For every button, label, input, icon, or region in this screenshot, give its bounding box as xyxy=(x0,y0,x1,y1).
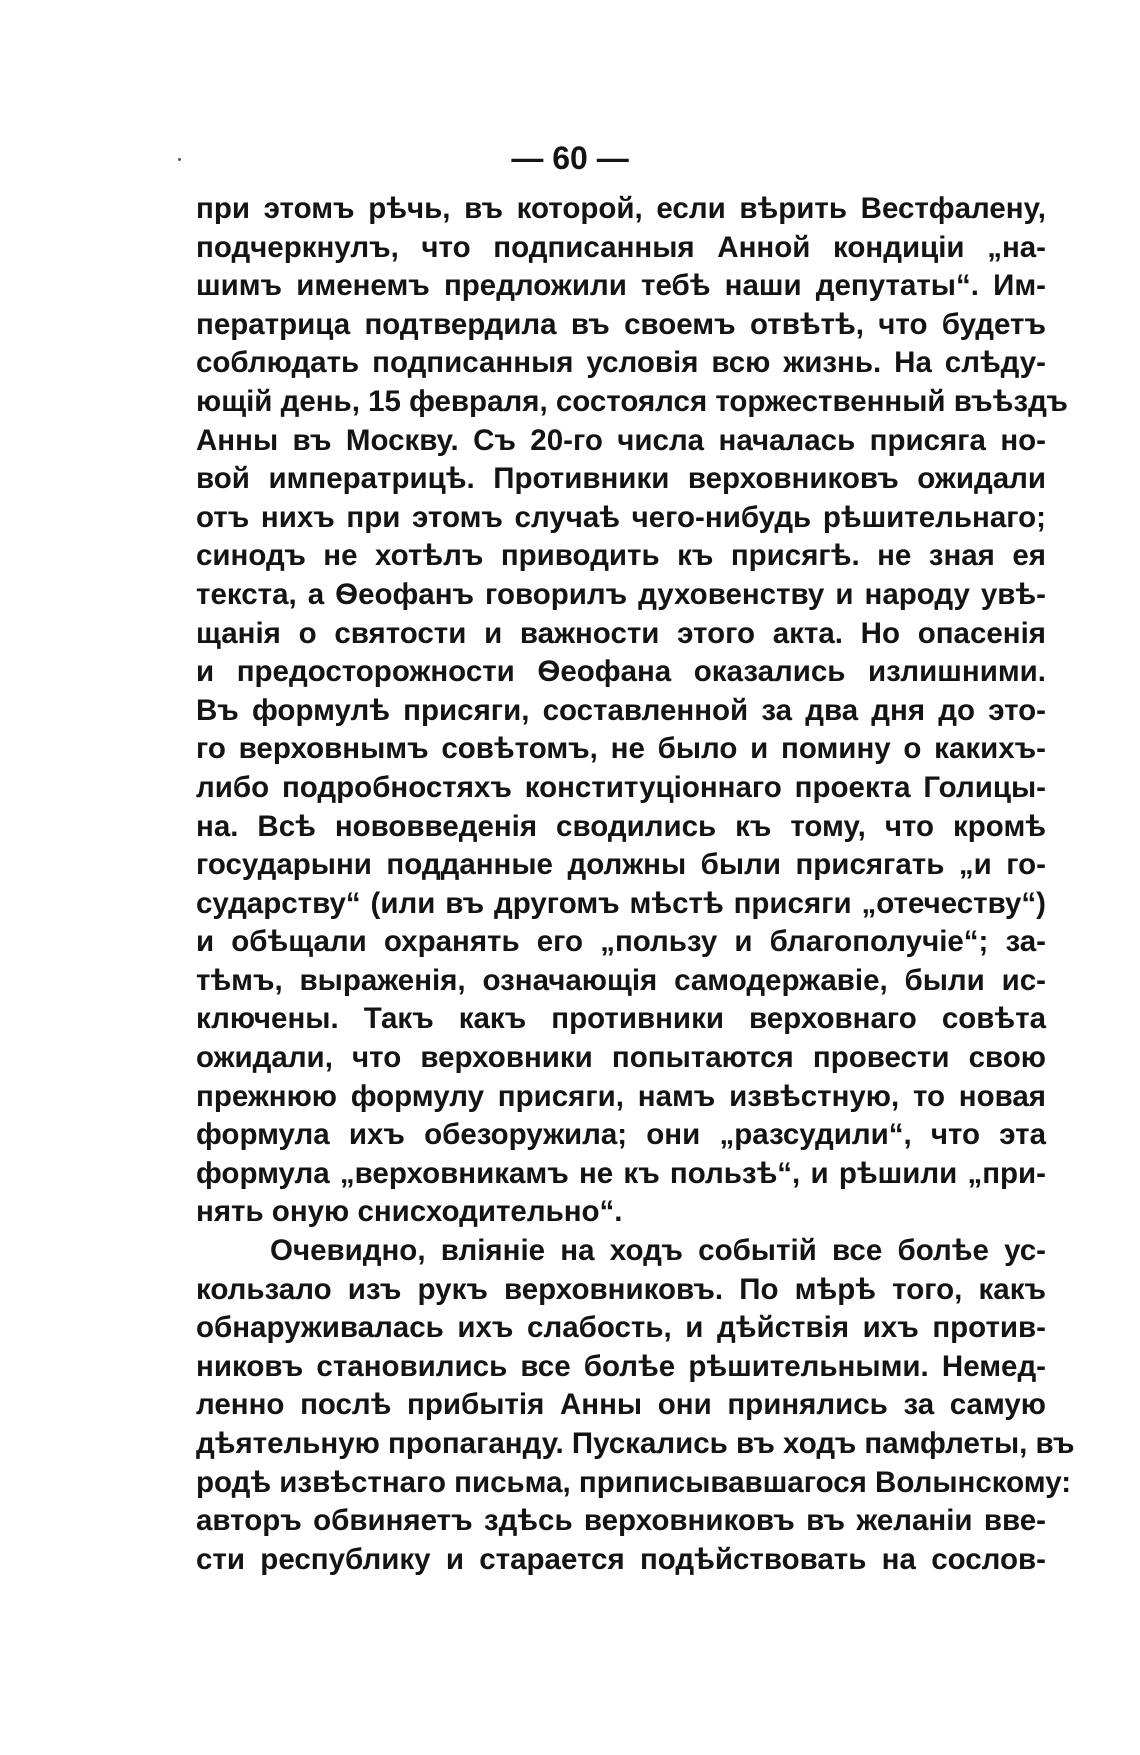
text-line: ожидали, что верховники попытаются провести свою xyxy=(196,1041,1046,1075)
text-line: авторъ обвиняетъ здѣсь верховниковъ въ желаніи вве- xyxy=(196,1504,1046,1538)
text-line: Анны въ Москву. Съ 20-го числа началась присяга но- xyxy=(196,423,1046,457)
text-line: формула ихъ обезоружила; они „разсудили“, что эта xyxy=(196,1118,1046,1152)
text-line: щанія о святости и важности этого акта. Но опасенія xyxy=(196,616,1046,650)
text-line: ключены. Такъ какъ противники верховнаго совѣта xyxy=(196,1002,1046,1036)
text-line: текста, а Ѳеофанъ говорилъ духовенству и народу увѣ- xyxy=(196,577,1046,611)
text-line: либо подробностяхъ конституціоннаго проекта Голицы- xyxy=(196,770,1046,804)
text-line: синодъ не хотѣлъ приводить къ присягѣ. не зная ея xyxy=(196,539,1046,573)
text-line: сударству“ (или въ другомъ мѣстѣ присяги „отечеству“) xyxy=(196,886,1046,920)
text-line: вой императрицѣ. Противники верховниковъ ожидали xyxy=(196,462,1046,496)
text-line: сти республику и старается подѣйствовать на сослов- xyxy=(196,1542,1046,1576)
text-line: и обѣщали охранять его „пользу и благополучіе“; за- xyxy=(196,925,1046,959)
text-line: кользало изъ рукъ верховниковъ. По мѣрѣ того, какъ xyxy=(196,1272,1046,1306)
text-line: формула „верховникамъ не къ пользѣ“, и рѣшили „при- xyxy=(196,1156,1046,1190)
text-line: Въ формулѣ присяги, составленной за два дня до это- xyxy=(196,693,1046,727)
text-line: и предосторожности Ѳеофана оказались излишними. xyxy=(196,655,1046,689)
text-line: дѣятельную пропаганду. Пускались въ ходъ памфлеты, въ xyxy=(196,1427,1075,1460)
text-line: шимъ именемъ предложили тебѣ наши депутаты“. Им- xyxy=(196,269,1046,303)
text-line: отъ нихъ при этомъ случаѣ чего-нибудь рѣшительнаго; xyxy=(196,500,1046,534)
body-text xyxy=(196,190,1075,1579)
text-line: на. Всѣ нововведенія сводились къ тому, что кромѣ xyxy=(196,809,1046,843)
text-line: ющій день, 15 февраля, состоялся торжественный въѣздъ xyxy=(196,384,1068,418)
paragraph-end-line: нять оную снисходительно“. xyxy=(196,1195,623,1229)
text-line: государыни подданные должны были присягать „и го- xyxy=(196,848,1046,882)
text-line: соблюдать подписанныя условія всю жизнь. На слѣду- xyxy=(196,346,1046,380)
text-line: ленно послѣ прибытія Анны они принялись за самую xyxy=(196,1388,1046,1422)
text-line: обнаруживалась ихъ слабость, и дѣйствія ихъ против- xyxy=(196,1311,1046,1345)
text-line: ператрица подтвердила въ своемъ отвѣтѣ, что будетъ xyxy=(196,307,1046,341)
text-line: никовъ становились все болѣе рѣшительными. Немед- xyxy=(196,1349,1046,1383)
text-line: прежнюю формулу присяги, намъ извѣстную, то новая xyxy=(196,1079,1046,1113)
paragraph-start-line: Очевидно, вліяніе на ходъ событій все болѣе ус- xyxy=(270,1234,1046,1268)
text-line: при этомъ рѣчь, въ которой, если вѣрить Вестфалену, xyxy=(196,192,1046,225)
text-line: тѣмъ, выраженія, означающія самодержавіе, были ис- xyxy=(196,963,1046,997)
text-line: подчеркнулъ, что подписанныя Анной кондиціи „на- xyxy=(196,230,1046,264)
text-line: го верховнымъ совѣтомъ, не было и помину о какихъ- xyxy=(196,732,1046,766)
page-number: — 60 — xyxy=(511,140,629,176)
text-line: родѣ извѣстнаго письма, приписывавшагося Волынскому: xyxy=(196,1465,1072,1499)
